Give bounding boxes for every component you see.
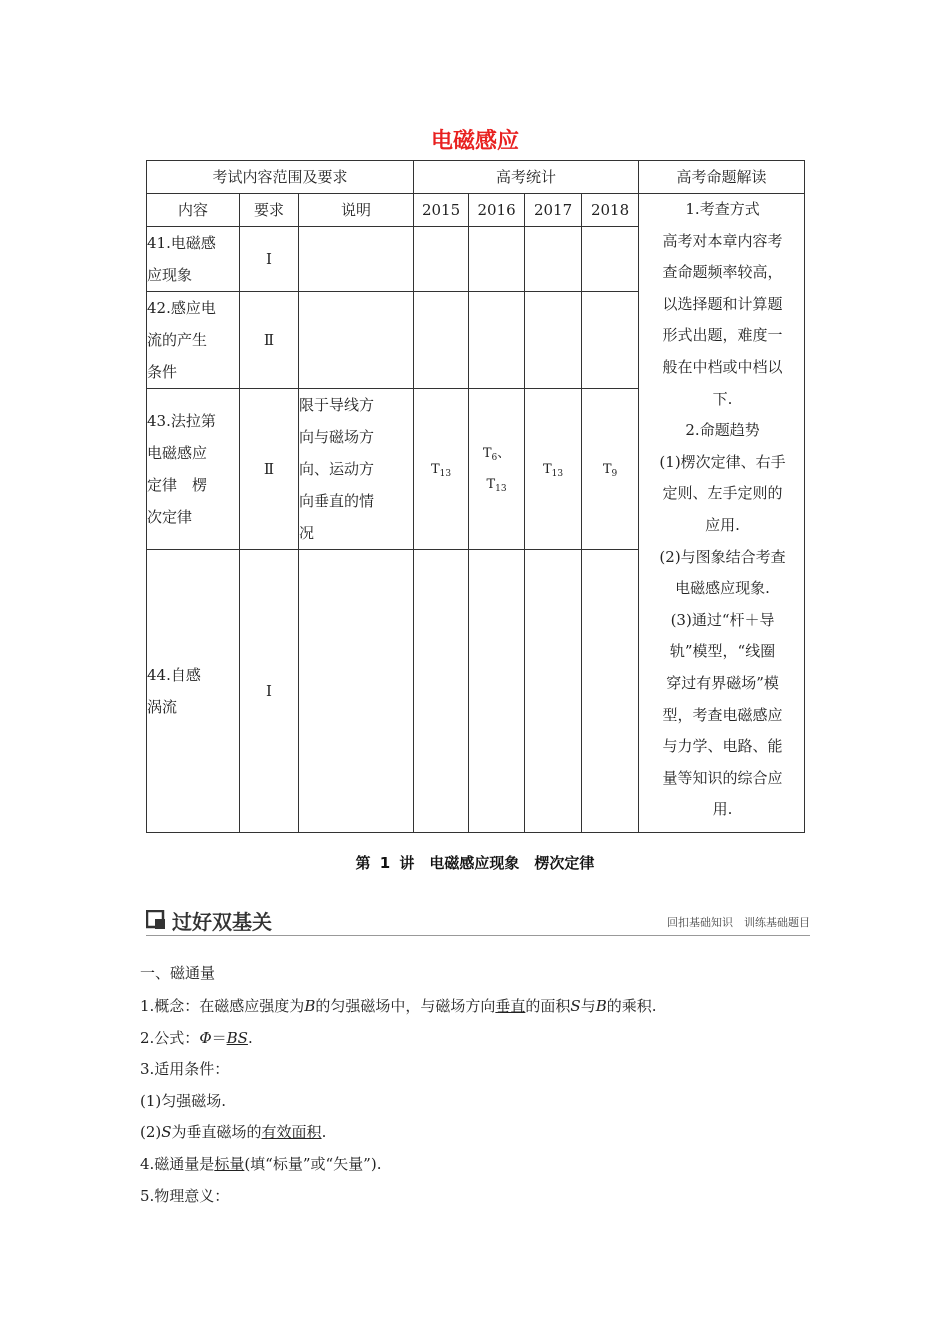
col-header-2017: 2017 xyxy=(525,194,582,227)
row-level: Ⅰ xyxy=(240,550,299,833)
row-level: Ⅱ xyxy=(240,389,299,550)
row-content: 41.电磁感 应现象 xyxy=(147,227,240,292)
section-square-icon xyxy=(146,910,166,930)
body-heading: 一、磁通量 xyxy=(140,964,216,982)
stat-2018: $T_9$ xyxy=(582,389,639,550)
section-header xyxy=(146,904,810,936)
row-note: 限于导线方 向与磁场方 向、运动方 向垂直的情 况 xyxy=(299,389,414,550)
body-paragraph-5: (2)S为垂直磁场的有效面积. xyxy=(140,1123,327,1141)
stat-2015: $T_{13}$ xyxy=(414,389,469,550)
col-header-level: 要求 xyxy=(240,194,299,227)
group-header-scope: 考试内容范围及要求 xyxy=(147,161,414,194)
row-content: 43.法拉第 电磁感应 定律 楞 次定律 xyxy=(147,389,240,550)
stat-2016: $T_6$、 $T_{13}$ xyxy=(469,389,525,550)
body-paragraph-1: 1.概念：在磁感应强度为B的匀强磁场中，与磁场方向垂直的面积S与B的乘积. xyxy=(140,997,657,1015)
page-title: 电磁感应 xyxy=(430,129,519,154)
body-paragraph-6: 4.磁通量是标量(填“标量”或“矢量”). xyxy=(140,1155,382,1173)
exam-requirements-table xyxy=(146,160,805,833)
body-paragraph-3: 3.适用条件： xyxy=(140,1060,230,1078)
row-level: Ⅰ xyxy=(240,227,299,292)
section-divider xyxy=(146,935,810,936)
body-paragraph-4: (1)匀强磁场. xyxy=(140,1092,227,1110)
stat-2017: $T_{13}$ xyxy=(525,389,582,550)
section-subtitle: 回扣基础知识 训练基础题目 xyxy=(667,916,810,929)
col-header-2016: 2016 xyxy=(469,194,525,227)
col-header-content: 内容 xyxy=(147,194,240,227)
col-header-2018: 2018 xyxy=(582,194,639,227)
group-header-interpretation: 高考命题解读 xyxy=(639,161,805,194)
interpretation-cell: 1.考查方式 高考对本章内容考 查命题频率较高， 以选择题和计算题 形式出题，难度一 般在中档或中档以 下. 2.命题趋势 (1)楞次定律、右手 定则、左手定则的 应用. (2)与图象结合考查 电磁感应现象. (3)通过“杆＋导 轨”模型，“线圈 穿过有界磁场”模 型，考查电磁感应 与力学、电路、能 量等知识的综合应 用. xyxy=(639,194,805,833)
body-paragraph-7: 5.物理意义： xyxy=(140,1187,230,1205)
col-header-2015: 2015 xyxy=(414,194,469,227)
group-header-stats: 高考统计 xyxy=(414,161,639,194)
row-content: 44.自感 涡流 xyxy=(147,550,240,833)
col-header-note: 说明 xyxy=(299,194,414,227)
lecture-title: 第 1 讲 电磁感应现象 楞次定律 xyxy=(355,854,595,872)
row-content: 42.感应电 流的产生 条件 xyxy=(147,292,240,389)
row-level: Ⅱ xyxy=(240,292,299,389)
body-paragraph-2: 2.公式：Φ＝BS. xyxy=(140,1029,253,1047)
section-title: 过好双基关 xyxy=(172,910,272,934)
